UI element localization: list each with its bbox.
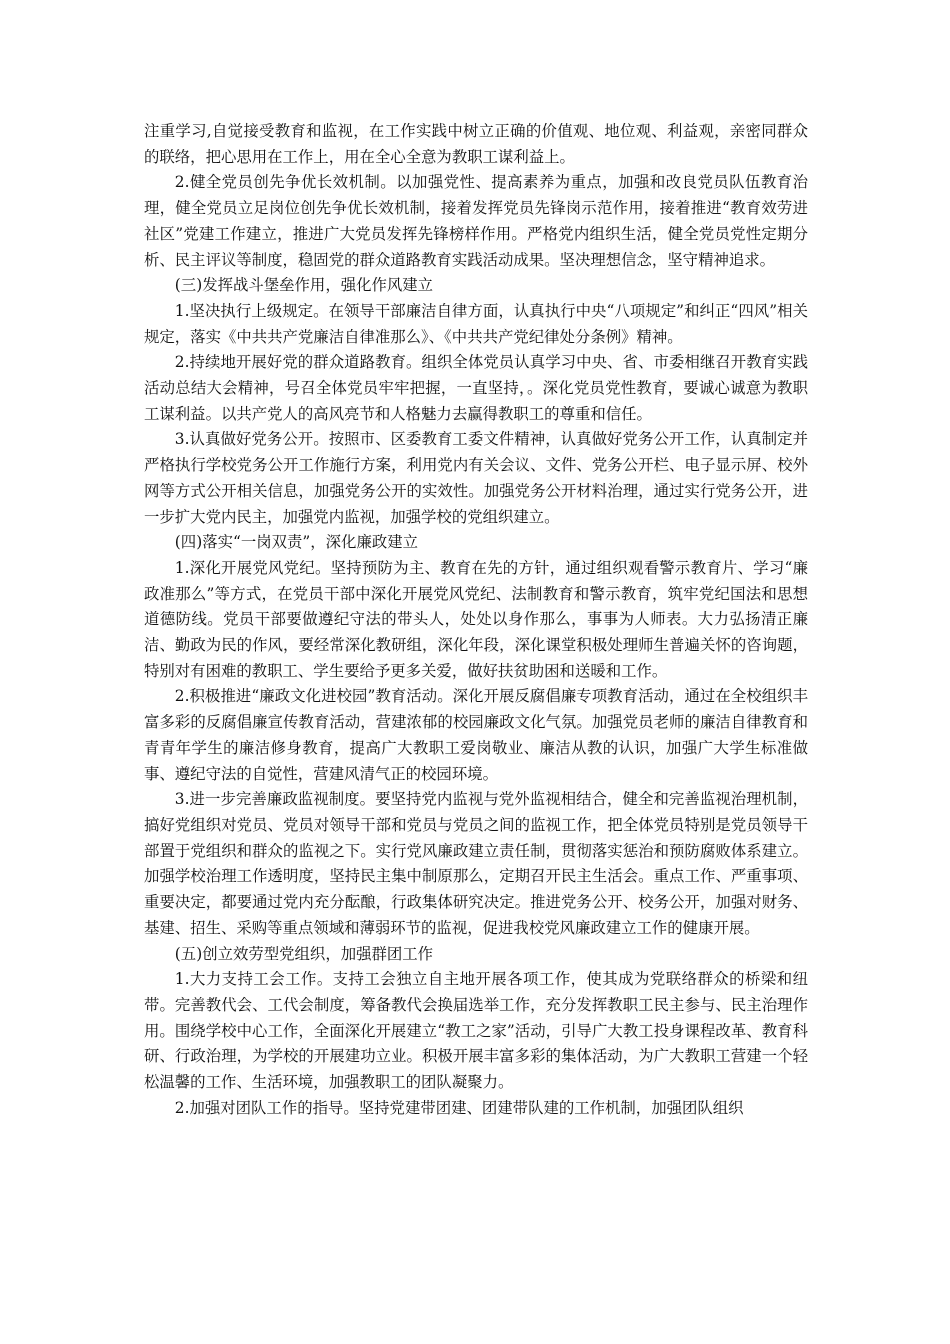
paragraph-union-work: 1.大力支持工会工作。支持工会独立自主地开展各项工作，使其成为党联络群众的桥梁和纽带。完善教代会、工代会制度，筹备教代会换届选举工作，充分发挥教职工民主参与、民主治理作用。围绕学校中心工作，全面深化开展建立“教工之家”活动，引导广大教工投身课程改革、教育科研、行政治理，为学校的开展建功立业。积极开展丰富多彩的集体活动，为广大教职工营建一个轻松温馨的工作、生活环境，加强教职工的团队凝聚力。 (144, 970, 808, 1092)
paragraph-party-affairs-openness: 3.认真做好党务公开。按照市、区委教育工委文件精神，认真做好党务公开工作，认真制定并严格执行学校党务公开工作施行方案，利用党内有关会议、文件、党务公开栏、电子显示屏、校外网等方式公开相关信息，加强党务公开的实效性。加强党务公开材料治理，通过实行党务公开，进一步扩大党内民主，加强党内监视，加强学校的党组织建立。 (144, 430, 808, 526)
paragraph-party-discipline: 1.深化开展党风党纪。坚持预防为主、教育在先的方针，通过组织观看警示教育片、学习“廉政准那么”等方式，在党员干部中深化开展党风党纪、法制教育和警示教育，筑牢党纪国法和思想道德防线。党员干部要做遵纪守法的带头人，处处以身作那么，事事为人师表。大力弘扬清正廉洁、勤政为民的作风，要经常深化教研组，深化年段，深化课堂积极处理师生普遍关怀的咨询题，特别对有困难的教职工、学生要给予更多关爱，做好扶贫助困和送暖和工作。 (144, 558, 808, 680)
paragraph-youth-league-guidance: 2.加强对团队工作的指导。坚持党建带团建、团建带队建的工作机制，加强团队组织 (174, 1098, 744, 1117)
paragraph-execute-regulations: 1.坚决执行上级规定。在领导干部廉洁自律方面，认真执行中央“八项规定”和纠正“四风”相关规定，落实《中共共产党廉洁自律准那么》、《中共共产党纪律处分条例》精神。 (144, 301, 808, 346)
paragraph-party-member-mechanism: 2.健全党员创先争优长效机制。以加强党性、提高素养为重点，加强和改良党员队伍教育治理，健全党员立足岗位创先争优长效机制，接着发挥党员先锋岗示范作用，接着推进“教育效劳进社区”党建工作建立，推进广大党员发挥先锋榜样作用。严格党内组织生活，健全党员党性定期分析、民主评议等制度，稳固党的群众道路教育实践活动成果。坚决理想信念，坚守精神追求。 (144, 173, 808, 269)
section-heading-5: (五)创立效劳型党组织，加强群团工作 (174, 944, 434, 963)
document-page (144, 119, 808, 1121)
section-heading-4: (四)落实“一岗双责”，深化廉政建立 (174, 533, 419, 552)
paragraph-clean-culture-campus: 2.积极推进“廉政文化进校园”教育活动。深化开展反腐倡廉专项教育活动，通过在全校组织丰富多彩的反腐倡廉宣传教育活动，营建浓郁的校园廉政文化气氛。加强党员老师的廉洁自律教育和青青年学生的廉洁修身教育，提高广大教职工爱岗敬业、廉洁从教的认识，加强广大学生标准做事、遵纪守法的自觉性，营建风清气正的校园环境。 (144, 687, 808, 783)
paragraph-continuation: 注重学习,自觉接受教育和监视，在工作实践中树立正确的价值观、地位观、利益观，亲密同群众的联络，把心思用在工作上，用在全心全意为教职工谋利益上。 (144, 122, 808, 166)
section-heading-3: (三)发挥战斗堡垒作用，强化作风建立 (174, 276, 434, 295)
paragraph-mass-line-education: 2.持续地开展好党的群众道路教育。组织全体党员认真学习中央、省、市委相继召开教育实践活动总结大会精神，号召全体党员牢牢把握，一直坚持，。深化党员党性教育，要诚心诚意为教职工谋利益。以共产党人的高风亮节和人格魅力去赢得教职工的尊重和信任。 (144, 353, 808, 423)
paragraph-supervision-system: 3.进一步完善廉政监视制度。要坚持党内监视与党外监视相结合，健全和完善监视治理机制，搞好党组织对党员、党员对领导干部和党员与党员之间的监视工作，把全体党员特别是党员领导干部置于党组织和群众的监视之下。实行党风廉政建立责任制，贯彻落实惩治和预防腐败体系建立。加强学校治理工作透明度，坚持民主集中制原那么，定期召开民主生活会。重点工作、严重事项、重要决定，都要通过党内充分酝酿，行政集体研究决定。推进党务公开、校务公开，加强对财务、基建、招生、采购等重点领域和薄弱环节的监视，促进我校党风廉政建立工作的健康开展。 (144, 790, 808, 937)
